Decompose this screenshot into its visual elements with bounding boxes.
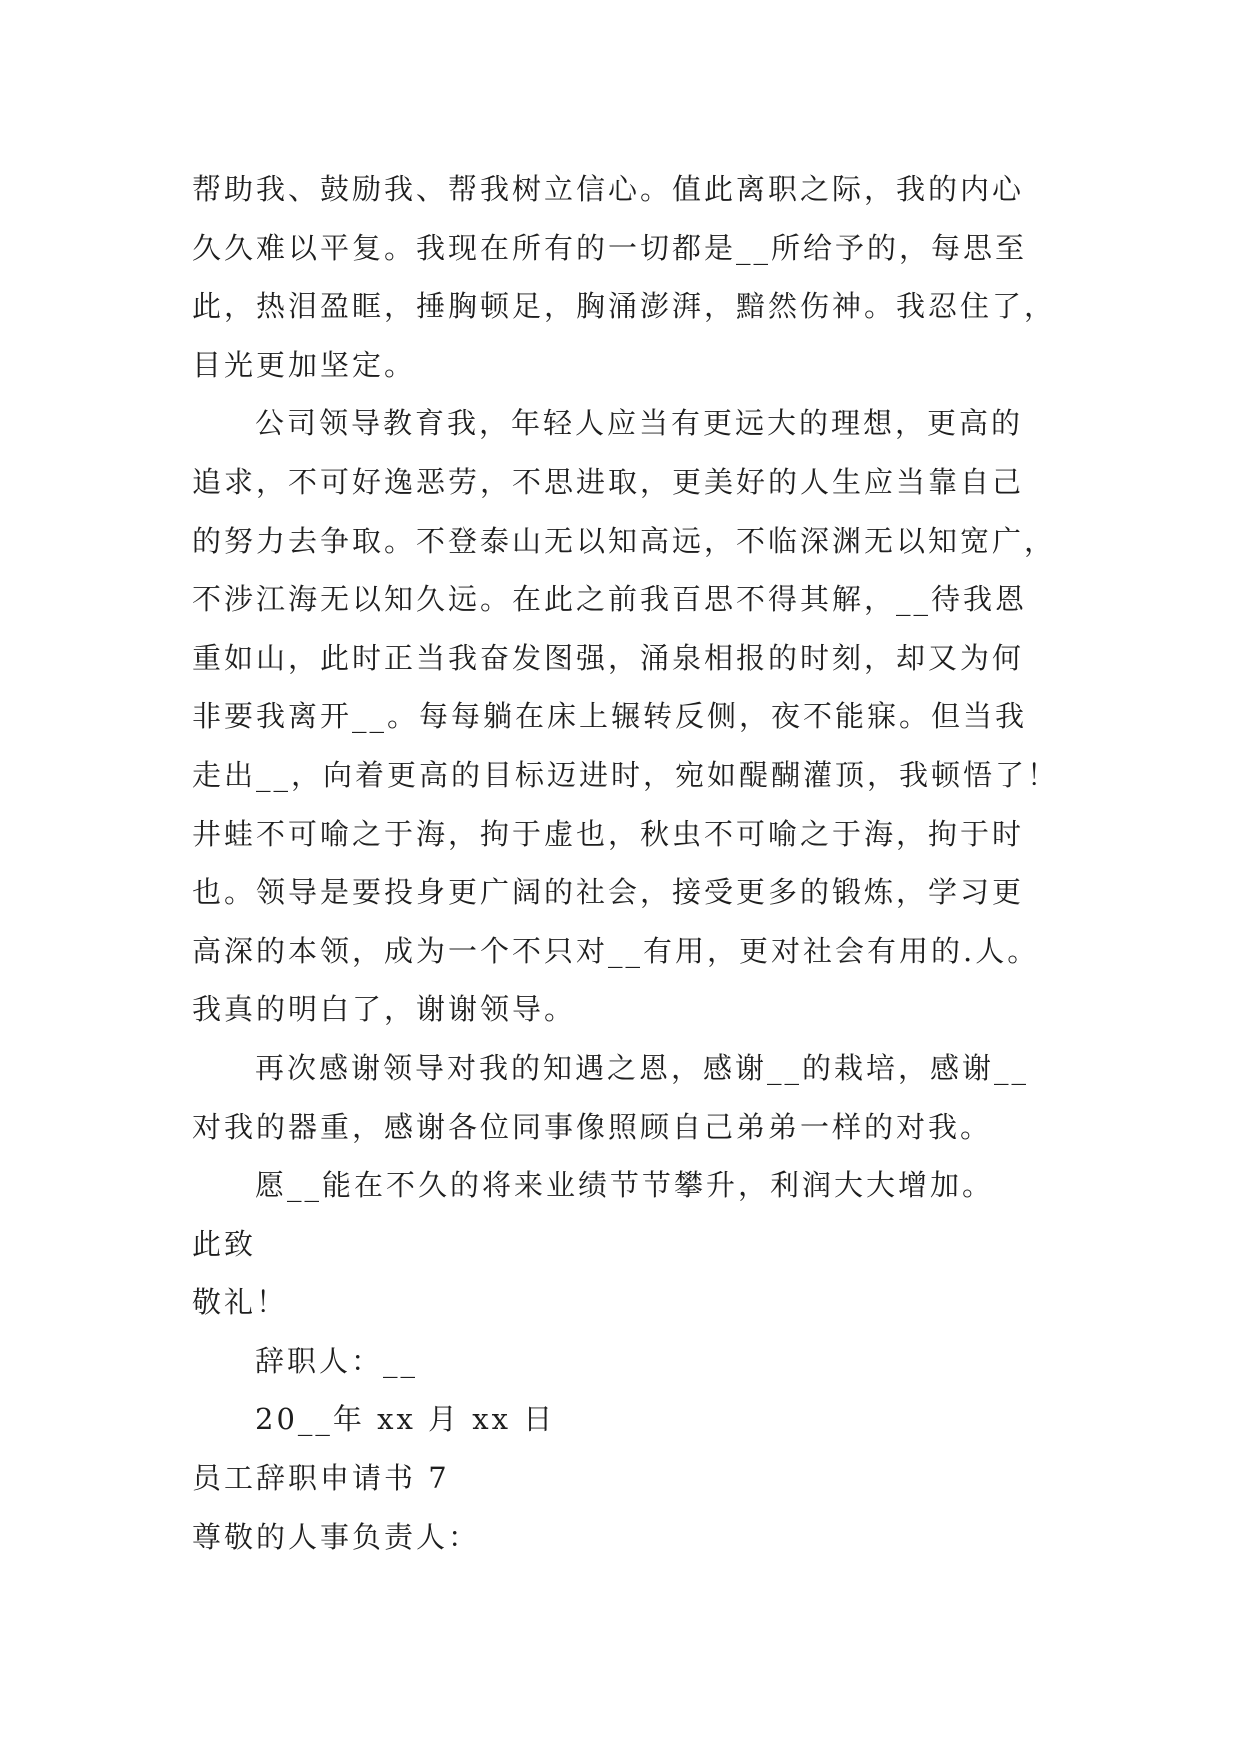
text-line: 也。领导是要投身更广阔的社会，接受更多的锻炼，学习更 bbox=[192, 875, 1025, 910]
section-title: 员工辞职申请书 7 bbox=[192, 1461, 450, 1496]
text-line: 不涉江海无以知久远。在此之前我百思不得其解，__待我恩 bbox=[192, 582, 1028, 617]
text-line: 目光更加坚定。 bbox=[192, 347, 417, 382]
closing-phrase: 此致 bbox=[192, 1226, 257, 1261]
paragraph-start-line: 愿__能在不久的将来业绩节节攀升，利润大大增加。 bbox=[255, 1168, 995, 1203]
text-line: 我真的明白了，谢谢领导。 bbox=[192, 992, 577, 1027]
salutation-line: 尊敬的人事负责人： bbox=[192, 1519, 481, 1554]
document-body bbox=[192, 160, 1072, 1566]
text-line: 的努力去争取。不登泰山无以知高远，不临深渊无以知宽广， bbox=[192, 523, 1057, 558]
date-line: 20__年 xx 月 xx 日 bbox=[255, 1402, 556, 1437]
text-line: 此，热泪盈眶，捶胸顿足，胸涌澎湃，黯然伤神。我忍住了， bbox=[192, 289, 1057, 324]
text-line: 高深的本领，成为一个不只对__有用，更对社会有用的.人。 bbox=[192, 933, 1040, 968]
text-line: 走出__，向着更高的目标迈进时，宛如醍醐灌顶，我顿悟了！ bbox=[192, 757, 1060, 792]
text-line: 帮助我、鼓励我、帮我树立信心。值此离职之际，我的内心 bbox=[192, 172, 1025, 206]
paragraph-start-line: 再次感谢领导对我的知遇之恩，感谢__的栽培，感谢__ bbox=[255, 1050, 1030, 1085]
text-line: 井蛙不可喻之于海，拘于虚也，秋虫不可喻之于海，拘于时 bbox=[192, 816, 1025, 851]
text-line: 非要我离开__。每每躺在床上辗转反侧，夜不能寐。但当我 bbox=[192, 699, 1028, 734]
signature-line: 辞职人：__ bbox=[255, 1343, 419, 1378]
text-line: 对我的器重，感谢各位同事像照顾自己弟弟一样的对我。 bbox=[192, 1109, 993, 1144]
text-line: 重如山，此时正当我奋发图强，涌泉相报的时刻，却又为何 bbox=[192, 640, 1025, 675]
text-line: 追求，不可好逸恶劳，不思进取，更美好的人生应当靠自己 bbox=[192, 464, 1025, 499]
closing-salutation: 敬礼！ bbox=[192, 1285, 289, 1320]
paragraph-start-line: 公司领导教育我，年轻人应当有更远大的理想，更高的 bbox=[255, 406, 1024, 441]
text-line: 久久难以平复。我现在所有的一切都是__所给予的，每思至 bbox=[192, 230, 1028, 265]
